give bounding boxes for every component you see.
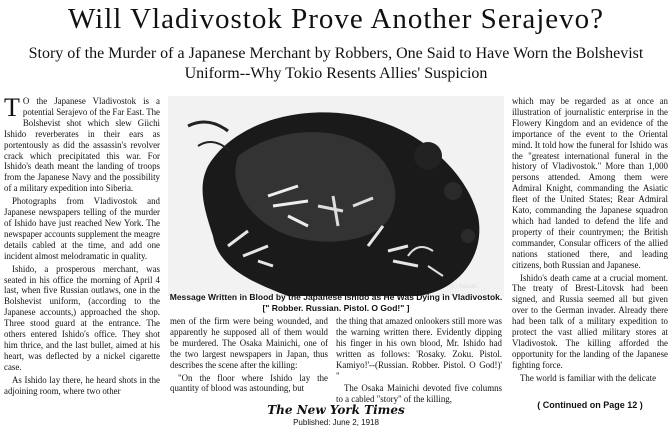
- subheadline: Story of the Murder of a Japanese Merchant by Robbers, One Said to Have Worn the Bolshevist Uniform--Why Tokio Resents Allies' Suspicion: [28, 45, 644, 82]
- article-paragraph: the thing that amazed onlookers still more was the warning written there. Evidently dipping his finger in his own blood, Mr. Ishido had written as follows: 'Rosaky. Zoku. Pistol. Kamiyo!'--(Russian. Robber. Pistol. O God!)' ": [336, 316, 502, 381]
- publication-date: Published: June 2, 1918: [293, 418, 379, 427]
- caption-line: Message Written in Blood by the Japanese Ishido as He Was Dying in Vladivostok.: [169, 292, 503, 302]
- article-paragraph: As Ishido lay there, he heard shots in the adjoining room, where two other: [4, 374, 160, 396]
- lead-paragraph: [4, 93, 160, 194]
- article-column-2: [170, 316, 328, 396]
- article-paragraph: The world is familiar with the delicate: [520, 372, 657, 383]
- article-paragraph: The Osaka Mainichi devoted five columns to a cabled "story" of the killing,: [336, 383, 502, 405]
- article-column-1: [4, 93, 160, 398]
- article-paragraph: Ishido, a prosperous merchant, was seated in his office the morning of April 4 last, when five Russian outlaws, one in the Bolshevist uniform, (according to the Japanese accounts,) approached the shop. Three stood guard at the entrance. The others entered Ishido's office. They shot him thrice, and the last bullet, aimed at his heart, was deflected by a nickel cigarette case.: [4, 263, 160, 372]
- article-paragraph: Ishido's death came at a crucial moment. The treaty of Brest-Litovsk had been signed, and Russia seemed all but given over to the German invader. Already there had been talk of a military expedition to protect the vast allied military stores at Vladivostok. The killing afforded the opportunity for the landing of the Japanese fighting force.: [512, 272, 668, 370]
- article-paragraph: "On the floor where Ishido lay the quantity of blood was astounding, but: [170, 372, 328, 394]
- photo-credit: (c) Adachi.: [450, 284, 479, 290]
- caption-line: [" Robber. Russian. Pistol. O God!" ]: [262, 302, 410, 313]
- article-column-3: [336, 316, 502, 407]
- article-paragraph: Photographs from Vladivostok and Japanese newspapers telling of the murder of Ishido have just reached New York. The newspaper accounts supplement the meagre details cabled at the time, and add one incident almost melodramatic in quality.: [4, 196, 160, 261]
- headline: Will Vladivostok Prove Another Serajevo?: [67, 3, 605, 35]
- newspaper-masthead: The New York Times: [267, 403, 405, 417]
- continued-notice: ( Continued on Page 12 ): [537, 400, 643, 410]
- article-paragraph: which may be regarded as at once an illustration of journalistic enterprise in the Flowery Kingdom and an evidence of the importance of the event to the Oriental mind. It told how the funeral for Ishido was the "greatest international funeral in the history of Vladivostok." More than 1,000 persons attended. Among them were Admiral Knight, commanding the Asiatic fleet of the United States; Rear Admiral Kato, commanding the Japanese squadron which had landed to defend the life and property of their countrymen; the British commander, Consular officers of the allied nations stationed there, and leading citizens, both Russian and Japanese.: [512, 96, 668, 270]
- photo-caption: [168, 292, 504, 313]
- photo-image: [168, 96, 504, 296]
- article-paragraph: men of the firm were being wounded, and apparently he supposed all of them would be murdered. The Osaka Mainichi, one of the two largest newspapers in Japan, thus describes the scene after the killing:: [170, 316, 328, 370]
- blood-message-photo: [168, 96, 504, 296]
- lead-paragraph-text: O the Japanese Vladivostok is a potential Serajevo of the Far East. The Bolshevist shot which slew Giichi Ishido reverberates in their ears as portentously as did the assassin's revolver crack which precipitated this war. For Ishido's death meant the landing of troops from the Japanese Navy and the possibility of a military expedition into Siberia.: [4, 96, 160, 194]
- article-column-4: [512, 96, 668, 386]
- drop-cap: T: [4, 93, 20, 122]
